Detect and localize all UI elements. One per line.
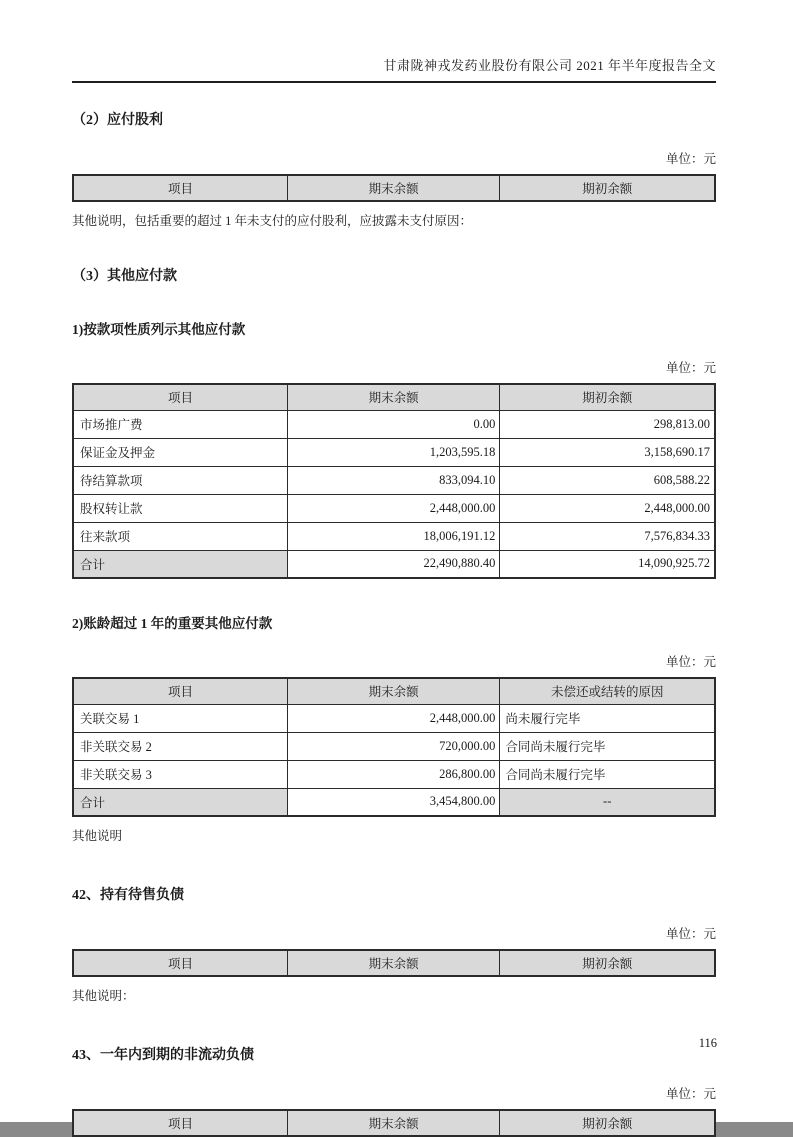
table-total-row bbox=[73, 788, 715, 816]
row-item-label: 关联交易 1 bbox=[73, 704, 287, 732]
total-ending-value: 22,490,880.40 bbox=[287, 550, 500, 578]
section-title-dividends-payable: （2）应付股利 bbox=[72, 113, 163, 128]
section-title-other-payables: （3）其他应付款 bbox=[72, 269, 177, 284]
row-ending-value: 0.00 bbox=[287, 410, 500, 438]
table-header-row bbox=[73, 678, 715, 704]
column-header-ending-balance: 期末余额 bbox=[287, 950, 500, 976]
column-header-beginning-balance: 期初余额 bbox=[500, 950, 715, 976]
table-row bbox=[73, 522, 715, 550]
section-title-held-for-sale: 42、持有待售负债 bbox=[72, 888, 184, 903]
table-row bbox=[73, 410, 715, 438]
table-row bbox=[73, 494, 715, 522]
held-for-sale-note: 其他说明： bbox=[72, 989, 135, 1003]
column-header-item: 项目 bbox=[73, 950, 287, 976]
unit-label: 单位：元 bbox=[665, 655, 716, 669]
unit-label: 单位：元 bbox=[665, 1087, 716, 1101]
table-row bbox=[73, 760, 715, 788]
row-item-label: 往来款项 bbox=[73, 522, 287, 550]
row-item-label: 股权转让款 bbox=[73, 494, 287, 522]
row-beginning-value: 3,158,690.17 bbox=[500, 438, 715, 466]
dividends-payable-table bbox=[72, 174, 716, 202]
table-row bbox=[73, 732, 715, 760]
row-item-label: 市场推广费 bbox=[73, 410, 287, 438]
column-header-item: 项目 bbox=[73, 678, 287, 704]
row-reason: 合同尚未履行完毕 bbox=[500, 732, 715, 760]
unit-label: 单位：元 bbox=[665, 361, 716, 375]
total-row-label: 合计 bbox=[73, 788, 287, 816]
report-header-title: 甘肃陇神戎发药业股份有限公司 2021 年半年度报告全文 bbox=[72, 55, 716, 83]
column-header-beginning-balance: 期初余额 bbox=[500, 1110, 715, 1136]
column-header-beginning-balance: 期初余额 bbox=[500, 175, 715, 201]
column-header-ending-balance: 期末余额 bbox=[287, 678, 500, 704]
column-header-beginning-balance: 期初余额 bbox=[500, 384, 715, 410]
column-header-item: 项目 bbox=[73, 384, 287, 410]
column-header-ending-balance: 期末余额 bbox=[287, 1110, 500, 1136]
total-ending-value: 3,454,800.00 bbox=[287, 788, 500, 816]
row-ending-value: 833,094.10 bbox=[287, 466, 500, 494]
table-total-row bbox=[73, 550, 715, 578]
other-payables-by-nature-table bbox=[72, 383, 716, 579]
column-header-reason: 未偿还或结转的原因 bbox=[500, 678, 715, 704]
page-number: 116 bbox=[698, 1036, 717, 1050]
subsection-title-aged-over-one-year: 2)账龄超过 1 年的重要其他应付款 bbox=[72, 616, 273, 631]
row-reason: 合同尚未履行完毕 bbox=[500, 760, 715, 788]
total-beginning-value: 14,090,925.72 bbox=[500, 550, 715, 578]
table-header-row bbox=[73, 384, 715, 410]
row-ending-value: 18,006,191.12 bbox=[287, 522, 500, 550]
row-ending-value: 1,203,595.18 bbox=[287, 438, 500, 466]
row-item-label: 保证金及押金 bbox=[73, 438, 287, 466]
subsection-title-by-nature: 1)按款项性质列示其他应付款 bbox=[72, 322, 246, 337]
row-ending-value: 286,800.00 bbox=[287, 760, 500, 788]
row-beginning-value: 608,588.22 bbox=[500, 466, 715, 494]
row-reason: 尚未履行完毕 bbox=[500, 704, 715, 732]
table-header-row bbox=[73, 175, 715, 201]
table-header-row bbox=[73, 1110, 715, 1136]
column-header-item: 项目 bbox=[73, 175, 287, 201]
table-row bbox=[73, 704, 715, 732]
row-item-label: 非关联交易 3 bbox=[73, 760, 287, 788]
total-reason-dash: -- bbox=[500, 788, 715, 816]
row-ending-value: 2,448,000.00 bbox=[287, 704, 500, 732]
table-row bbox=[73, 438, 715, 466]
row-ending-value: 2,448,000.00 bbox=[287, 494, 500, 522]
row-beginning-value: 298,813.00 bbox=[500, 410, 715, 438]
row-beginning-value: 7,576,834.33 bbox=[500, 522, 715, 550]
total-row-label: 合计 bbox=[73, 550, 287, 578]
table-row bbox=[73, 466, 715, 494]
row-beginning-value: 2,448,000.00 bbox=[500, 494, 715, 522]
dividends-payable-note: 其他说明，包括重要的超过 1 年未支付的应付股利，应披露未支付原因： bbox=[72, 214, 473, 228]
held-for-sale-table bbox=[72, 949, 716, 977]
table-header-row bbox=[73, 950, 715, 976]
aged-over-one-year-table bbox=[72, 677, 716, 817]
section-title-noncurrent-due-within-one-year: 43、一年内到期的非流动负债 bbox=[72, 1048, 254, 1063]
row-item-label: 非关联交易 2 bbox=[73, 732, 287, 760]
aged-over-one-year-note: 其他说明 bbox=[72, 829, 123, 843]
column-header-item: 项目 bbox=[73, 1110, 287, 1136]
noncurrent-due-within-one-year-table bbox=[72, 1109, 716, 1137]
column-header-ending-balance: 期末余额 bbox=[287, 175, 500, 201]
unit-label: 单位：元 bbox=[665, 152, 716, 166]
column-header-ending-balance: 期末余额 bbox=[287, 384, 500, 410]
row-item-label: 待结算款项 bbox=[73, 466, 287, 494]
unit-label: 单位：元 bbox=[665, 927, 716, 941]
row-ending-value: 720,000.00 bbox=[287, 732, 500, 760]
